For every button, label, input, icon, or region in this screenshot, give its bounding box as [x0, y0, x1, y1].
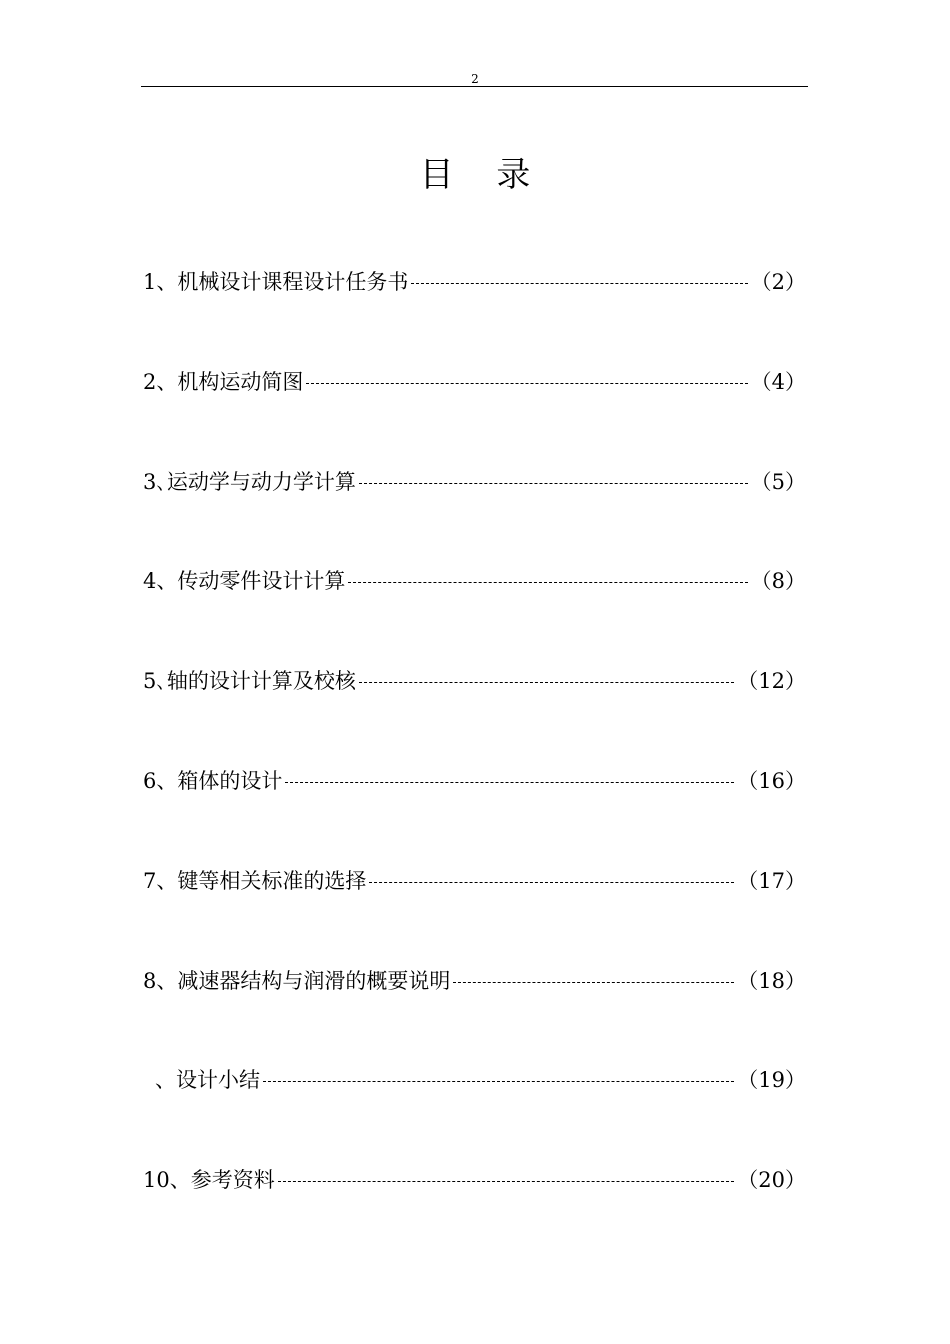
toc-entry-2[interactable] [143, 367, 806, 397]
toc-title: 目 录 [419, 155, 547, 195]
toc-entry-label: 4、传动零件设计计算 [143, 569, 346, 593]
toc-leader [348, 582, 747, 583]
toc-entry-page: （5） [750, 470, 806, 494]
toc-entry-label: 8、减速器结构与润滑的概要说明 [143, 969, 451, 993]
toc-entry-page: （20） [737, 1168, 806, 1192]
toc-entry-6[interactable] [143, 766, 806, 796]
toc-entry-page: （12） [737, 669, 806, 693]
toc-entry-label: 5､轴的设计计算及校核 [143, 669, 356, 693]
toc-entry-label: 10、参考资料 [143, 1168, 275, 1192]
toc-entry-label: 1、机械设计课程设计任务书 [143, 270, 409, 294]
toc-leader [278, 1181, 735, 1182]
toc-leader [369, 882, 734, 883]
toc-leader [306, 383, 747, 384]
header-rule [141, 86, 808, 87]
toc-entry-label: 2、机构运动简图 [143, 370, 304, 394]
toc-leader [263, 1081, 734, 1082]
toc-entry-page: （18） [737, 969, 806, 993]
toc-leader [359, 483, 748, 484]
toc-entry-5[interactable] [143, 666, 806, 696]
toc-entry-page: （2） [750, 270, 806, 294]
toc-entry-page: （8） [750, 569, 806, 593]
toc-leader [359, 682, 734, 683]
page-number: 2 [471, 72, 479, 86]
toc-leader [285, 782, 734, 783]
toc-entry-label: 、设计小结 [155, 1068, 260, 1092]
toc-entry-page: （4） [750, 370, 806, 394]
toc-entry-9[interactable] [155, 1065, 806, 1095]
toc-entry-label: 3､运动学与动力学计算 [143, 470, 356, 494]
toc-leader [411, 283, 747, 284]
toc-entry-label: 7、键等相关标准的选择 [143, 869, 367, 893]
toc-entry-4[interactable] [143, 566, 806, 596]
toc-entry-label: 6、箱体的设计 [143, 769, 283, 793]
toc-entry-page: （16） [737, 769, 806, 793]
toc-entry-8[interactable] [143, 966, 806, 996]
toc-leader [453, 982, 734, 983]
toc-entry-page: （19） [737, 1068, 806, 1092]
toc-entry-10[interactable] [143, 1165, 806, 1195]
toc-entry-1[interactable] [143, 267, 806, 297]
toc-entry-3[interactable] [143, 467, 806, 497]
toc-entry-page: （17） [737, 869, 806, 893]
toc-entry-7[interactable] [143, 866, 806, 896]
